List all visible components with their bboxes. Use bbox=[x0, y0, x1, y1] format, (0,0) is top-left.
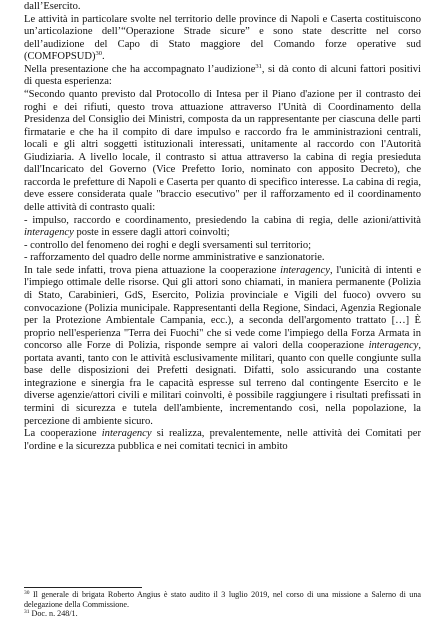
text: dall’Esercito. bbox=[24, 1, 81, 12]
text: - impulso, raccordo e coordinamento, presiedendo la cabina di regia, delle azioni/attività bbox=[24, 214, 421, 226]
quote-paragraph bbox=[24, 89, 421, 215]
text: . bbox=[102, 51, 105, 63]
footnote-ref[interactable]: 31 bbox=[255, 62, 262, 70]
text: Le attività in particolare svolte nel territorio delle province di Napoli e Caserta costituiscono un’articolazione dell’“Operazione Strade sicure” e sono state descritte nel corso dell’audizione del Capo di Stato maggiore del Comando forze operative sud (COMFOPSUD) bbox=[24, 13, 421, 63]
paragraph bbox=[24, 1, 421, 14]
footnote-ref[interactable]: 30 bbox=[95, 50, 103, 58]
document-body bbox=[24, 1, 421, 453]
footnote-mark: 31 bbox=[24, 609, 30, 616]
footnote bbox=[24, 590, 421, 609]
footnotes bbox=[24, 590, 421, 619]
italic-term: interagency bbox=[368, 340, 419, 352]
italic-term: interagency bbox=[24, 227, 74, 239]
footnote-separator bbox=[24, 587, 142, 588]
footnote-mark: 30 bbox=[24, 590, 30, 596]
footnote-text: Doc. n. 248/1. bbox=[31, 609, 78, 619]
text: , l'unicità di intenti e l'impiego ottimale delle risorse. Qui gli attori sono chiamati, in maniera permanente (Polizia di Stato, Carabinieri, GdS, Esercito, Polizia provinciale e Vigili del fuoco) ovvero su convocazione (Polizia municipale. Rappresentanti della Regione, Sindaci, Agenzia Regionale per la Protezione Ambientale Campania, ecc.), a seconda dell'argomento trattato […] È proprio nell'esperienza "Terra dei Fuochi" che si vede come l'impiego della Forza Armata in concorso alle Forze di Polizia, risponde sempre ai valori della cooperazione bbox=[24, 264, 421, 352]
footnote bbox=[24, 609, 421, 619]
paragraph bbox=[24, 64, 421, 89]
quote-paragraph bbox=[24, 265, 421, 428]
text: , portata avanti, tanto con le attività esclusivamente militari, quanto con quelle congiunte sulla base delle disposizioni dei Prefetti designati. Difatti, solo assicurando una costante integrazione e sinergia fra le capacità espresse sul terreno dal contingente Esercito e le diverse agenzie/attori civili e militari coinvolti, è possibile raggiungere i risultati prefissati in termini di sicurezza e tutela dell'ambiente, incrementando così, nella popolazione, la percezione di ambiente sicuro. bbox=[24, 340, 422, 427]
list-item bbox=[24, 215, 421, 240]
footnote-text: Il generale di brigata Roberto Angius è stato audito il 3 luglio 2019, nel corso di una missione a Salerno di una delegazione della Commissione. bbox=[24, 590, 421, 609]
text: poste in essere dagli attori coinvolti; bbox=[76, 227, 230, 239]
paragraph bbox=[24, 428, 421, 453]
list-item bbox=[24, 240, 421, 253]
italic-term: interagency bbox=[280, 264, 330, 276]
italic-term: interagency bbox=[101, 428, 152, 440]
text: Nella presentazione che ha accompagnato l’audizione bbox=[24, 63, 256, 75]
paragraph bbox=[24, 14, 421, 64]
text: , si dà conto di alcuni fattori positivi di questa esperienza: bbox=[24, 63, 421, 88]
text: - controllo del fenomeno dei roghi e degli sversamenti sul territorio; bbox=[24, 239, 312, 251]
text: “Secondo quanto previsto dal Protocollo di Intesa per il Piano d'azione per il contrasto dei roghi e dei rifiuti, questo trova attuazione attraverso l'Unità di Coordinamento della Presidenza del Consiglio dei Ministri, composta da un rappresentante per ciascuna delle parti firmatarie e che ha il compito di dare impulso e raccordo fra le amministrazioni centrali, locali e gli altri soggetti istituzionali interessati, unitamente al raccordo con l'Autorità Giudiziaria. A livello locale, il contrasto si attua attraverso la cabina di regia presieduta dall'Incaricato del Governo (Vice Prefetto Iorio, nominato con apposito Decreto), che raccorda le prefetture di Napoli e Caserta per quanto di specifico interesse. La cabina di regia, deve essere considerata quale "braccio esecutivo" per il rafforzamento ed il coordinamento delle attività di contrasto quali: bbox=[24, 88, 421, 213]
text: - rafforzamento del quadro delle norme amministrative e sanzionatorie. bbox=[24, 252, 325, 264]
text: si realizza, prevalentemente, nelle attività dei Comitati per l'ordine e la sicurezza pubblica e nei comitati tecnici in ambito bbox=[24, 428, 421, 452]
list-item bbox=[24, 252, 421, 265]
text: In tale sede infatti, trova piena attuazione la cooperazione bbox=[24, 264, 277, 276]
text: La cooperazione bbox=[24, 428, 97, 440]
